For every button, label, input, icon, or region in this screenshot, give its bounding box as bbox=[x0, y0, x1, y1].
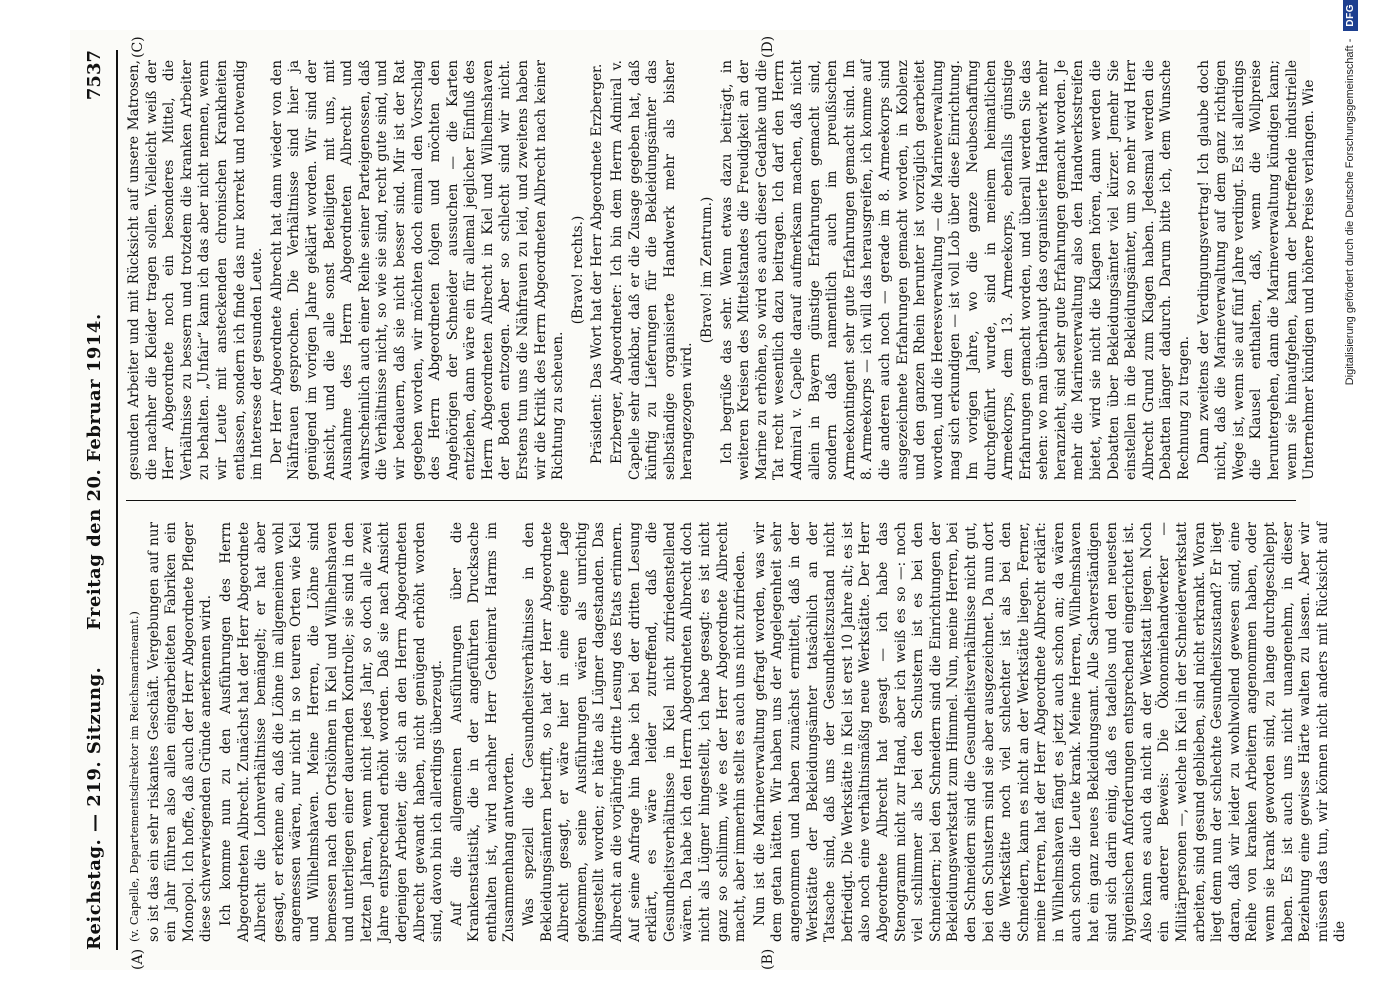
newspaper-page bbox=[70, 30, 1349, 970]
applause-note: (Bravo! im Zentrum.) bbox=[699, 196, 715, 344]
paragraph: Ich begrüße das sehr. Wenn etwas dazu beiträgt, in weiteren Kreisen des Mittelstandes die Freudigkeit an der Marine zu erhöhen, so wird es auch dieser Gedanke und die Tat recht wesentlich dazu beitragen. Ich darf den Herrn Admiral v. Capelle darauf aufmerksam machen, daß nicht allein in Bayern günstige Erfahrungen gemacht sind, sondern daß namentlich auch im preußischen Armeekontingent sehr gute Erfahrungen gemacht sind. Im 8. Armeekorps — ich will das herausgreifen, ich komme auf die anderen auch noch — gerade im 8. Armeekorps sind ausgezeichnete Erfahrungen gemacht worden, in Koblenz und den ganzen Rhein herunter ist vorzüglich gearbeitet worden, und die Heeresverwaltung — die Marineverwaltung mag sich erkundigen — ist voll Lob über diese Einrichtung. Im vorigen Jahre, wo die ganze Neubeschaffung durchgeführt wurde, sind in meinem heimatlichen Armeekorps, dem 13. Armeekorps, ebenfalls günstige Erfahrungen gemacht worden, und überall werden Sie das sehen: wo man überhaupt das organisierte Handwerk mehr heranzieht, sind sehr gute Erfahrungen gemacht worden. Je mehr die Marineverwaltung also den Handwerksstreifen bietet, wird sie nicht die Klagen hören, dann werden die Debatten über Bekleidungsämter viel kürzer. Jemehr Sie einstellen in die Bekleidungsämter, um so mehr wird Herr Albrecht Grund zum Klagen haben. Jedesmal werden die Debatten länger dadurch. Darum bitte ich, dem Wunsche Rechnung zu tragen. bbox=[718, 60, 1193, 480]
page-header bbox=[84, 50, 114, 950]
paragraph: so ist das ein sehr riskantes Geschäft. Vergebungen auf nur ein Jahr führen also allen eingearbeiteten Fabriken ein Monopol. Ich hoffe, daß auch der Herr Abgeordnete Pfleger diese schwerwiegenden Gründe anerkennen wird. bbox=[145, 522, 215, 942]
paragraph: Auf die allgemeinen Ausführungen über die Krankenstatistik, die in der angeführten Drucksache enthalten ist, wird nachher Herr Geheimrat Harms im Zusammenhang antworten. bbox=[448, 522, 518, 942]
header-date: Freitag den 20. Februar 1914. bbox=[84, 313, 105, 630]
page-number: 7537 bbox=[84, 50, 105, 101]
column-divider bbox=[126, 500, 1296, 501]
paragraph: Der Herr Abgeordnete Albrecht hat dann wieder von den Nähfrauen gesprochen. Die Verhältnisse sind hier ja genügend im vorigen Jahre geklärt worden. Wir sind der Ansicht, und die alle sonst Beteiligten mit uns, mit Ausnahme des Herrn Abgeordneten Albrecht und wahrscheinlich auch einer Reihe seiner Parteigenossen, daß die Verhältnisse nicht, so wie sie sind, recht gute sind, und wir bedauern, daß sie nicht besser sind. Mir ist der Rat gegeben worden, wir möchten doch einmal den Vorschlag des Herrn Abgeordneten folgen und möchten den Angehörigen der Schneider aussuchen — die Karten entziehen, dann wäre ein für allemal jeglicher Einfluß des Herrn Abgeordneten Albrecht in Kiel und Wilhelmshaven der Boden entzogen. Aber so schlecht sind wir nicht. Erstens tun uns die Nähfrauen zu leid, und zweitens haben wir die Kritik des Herrn Abgeordneten Albrecht nach keiner Richtung zu scheuen. bbox=[268, 60, 567, 480]
digitization-credit bbox=[1322, 0, 1378, 1000]
paragraph: Was speziell die Gesundheitsverhältnisse in den Bekleidungsämtern betrifft, so hat der Herr Abgeordnete Albrecht gesagt, er wäre hier in eine eigene Lage gekommen, seine Ausführungen wären als unrichtig hingestellt worden; er hätte als Lügner dagestanden. Das Albrecht an die vorjährige dritte Lesung des Etats erinnern. Auf seine Anfrage hin habe ich bei der dritten Lesung erklärt, es wäre leider zutreffend, daß die Gesundheitsverhältnisse in Kiel nicht zufriedenstellend wären. Da habe ich den Herrn Abgeordneten Albrecht doch nicht als Lügner hingestellt, ich habe gesagt: es ist nicht ganz so schlimm, wie es der Herr Abgeordnete Albrecht macht, aber immerhin stellt es auch uns nicht zufrieden. bbox=[521, 522, 749, 942]
header-rule bbox=[116, 50, 118, 950]
paragraph: Dann zweitens der Verdingungsvertrag! Ich glaube doch nicht, daß die Marineverwaltung auf dem ganz richtigen Wege ist, wenn sie auf fünf Jahre verdingt. Es ist allerdings die Klausel enthalten, daß, wenn die Wollpreise heruntergehen, dann die Marineverwaltung kündigen kann; wenn sie hinaufgehen, kann der betreffende industrielle Unternehmer kündigen und höhere Preise verlangen. Wie bbox=[1195, 60, 1318, 480]
paragraph: Ich komme nun zu den Ausführungen des Herrn Abgeordneten Albrecht. Zunächst hat der Herr Abgeordnete Albrecht die Lohnverhältnisse bemängelt; er hat aber gesagt, er erkenne an, daß die Löhne im allgemeinen wohl angemessen wären, nur nicht in so teuren Orten wie Kiel und Wilhelmshaven. Meine Herren, die Löhne sind bemessen nach den Ortslöhnen in Kiel und Wilhelmshaven und unterliegen einer dauernden Kontrolle; sie sind in den letzten Jahren, wenn nicht jedes Jahr, so doch alle zwei Jahre entsprechend erhöht worden. Daß sie nach Ansicht derjenigen Arbeiter, die sich an den Herrn Abgeordneten Albrecht gewandt haben, nicht genügend erhöht worden sind, davon bin ich allerdings überzeugt. bbox=[217, 522, 446, 942]
paragraph: gesunden Arbeiter und mit Rücksicht auf unsere Matrosen, die nachher die Kleider tragen sollen. Vielleicht weiß der Herr Abgeordnete noch ein besonderes Mittel, die Verhältnisse zu bessern und trotzdem die kranken Arbeiter zu behalten. „Unfair“ kann ich das aber nicht nennen, wenn wir Leute mit ansteckenden chronischen Krankheiten entlassen, sondern ich finde das nur korrekt und notwendig im Interesse der gesunden Leute. bbox=[126, 60, 266, 480]
right-column bbox=[126, 60, 1318, 480]
applause-note: (Bravo! rechts.) bbox=[569, 215, 586, 325]
margin-marker-d: (D) bbox=[760, 35, 776, 58]
speaker-line: (v. Capelle, Departementsdirektor im Reichsmarineamt.) bbox=[127, 611, 141, 942]
margin-marker-a: (A) bbox=[130, 948, 146, 970]
left-column bbox=[126, 522, 1349, 942]
president-line: Präsident: Das Wort hat der Herr Abgeordnete Erzberger. bbox=[589, 63, 606, 464]
margin-marker-c: (C) bbox=[130, 36, 146, 58]
scanned-page-viewport bbox=[50, 20, 1349, 980]
header-session: Reichstag. — 219. Sitzung. bbox=[84, 666, 105, 950]
dfg-logo: DFG bbox=[1343, 0, 1358, 31]
credit-text: Digitalisierung gefördert durch die Deutsche Forschungsgemeinschaft - bbox=[1344, 38, 1356, 386]
paragraph: Nun ist die Marineverwaltung gefragt worden, was wir dem getan hätten. Wir haben uns der Angelegenheit sehr angenommen und haben zunächst ermittelt, daß in der Werkstätte der Bekleidungsämter tatsächlich an der Tatsache sind, daß uns der Gesundheitszustand nicht befriedigt. Die Werkstätte in Kiel ist erst 10 Jahre alt; es ist also noch eine verhältnismäßig neue Werkstätte. Der Herr Abgeordnete Albrecht hat gesagt — ich habe das Stenogramm nicht zur Hand, aber ich weiß es so —: noch viel schlimmer als bei den Schustern ist es bei den Schneidern; bei den Schneidern sind die Einrichtungen der Bekleidungswerkstatt zum Himmel. Nun, meine Herren, bei den Schneidern sind die Gesundheitsverhältnisse nicht gut, bei den Schustern sind sie aber ausgezeichnet. Da nun dort die Werkstätte noch viel schlechter ist als bei den Schneidern, kann es nicht an der Werkstätte liegen. Ferner, meine Herren, hat der Herr Abgeordnete Albrecht erklärt: in Wilhelmshaven fängt es jetzt auch schon an; da wären auch schon die Leute krank. Meine Herren, Wilhelmshaven hat ein ganz neues Bekleidungsamt. Alle Sachverständigen sind sich darin einig, daß es tadellos und den neuesten hygienischen Anforderungen entsprechend eingerichtet ist. Also kann es auch da nicht an der Werkstatt liegen. Noch ein anderer Beweis: Die Ökonomiehandwerker — Militärpersonen —, welche in Kiel in der Schneiderwerkstatt arbeiten, sind gesund geblieben, sind nicht erkrankt. Woran liegt denn nun der schlechte Gesundheitszustand? Er liegt daran, daß wir leider zu wohlwollend gewesen sind, eine Reihe von kranken Arbeitern angenommen haben, oder wenn sie krank geworden sind, zu lange durchgeschleppt haben. Es ist auch uns nicht unangenehm, in dieser Beziehung eine gewisse Härte walten zu lassen. Aber wir müssen das tun, wir können nicht anders mit Rücksicht auf die bbox=[751, 522, 1349, 942]
margin-marker-b: (B) bbox=[760, 948, 776, 970]
paragraph: Erzberger, Abgeordneter: Ich bin dem Herrn Admiral v. Capelle sehr dankbar, daß er die Zusage gegeben hat, daß künftig zu Lieferungen für die Bekleidungsämter das selbständige organisierte Handwerk mehr als bisher herangezogen wird. bbox=[609, 60, 696, 480]
